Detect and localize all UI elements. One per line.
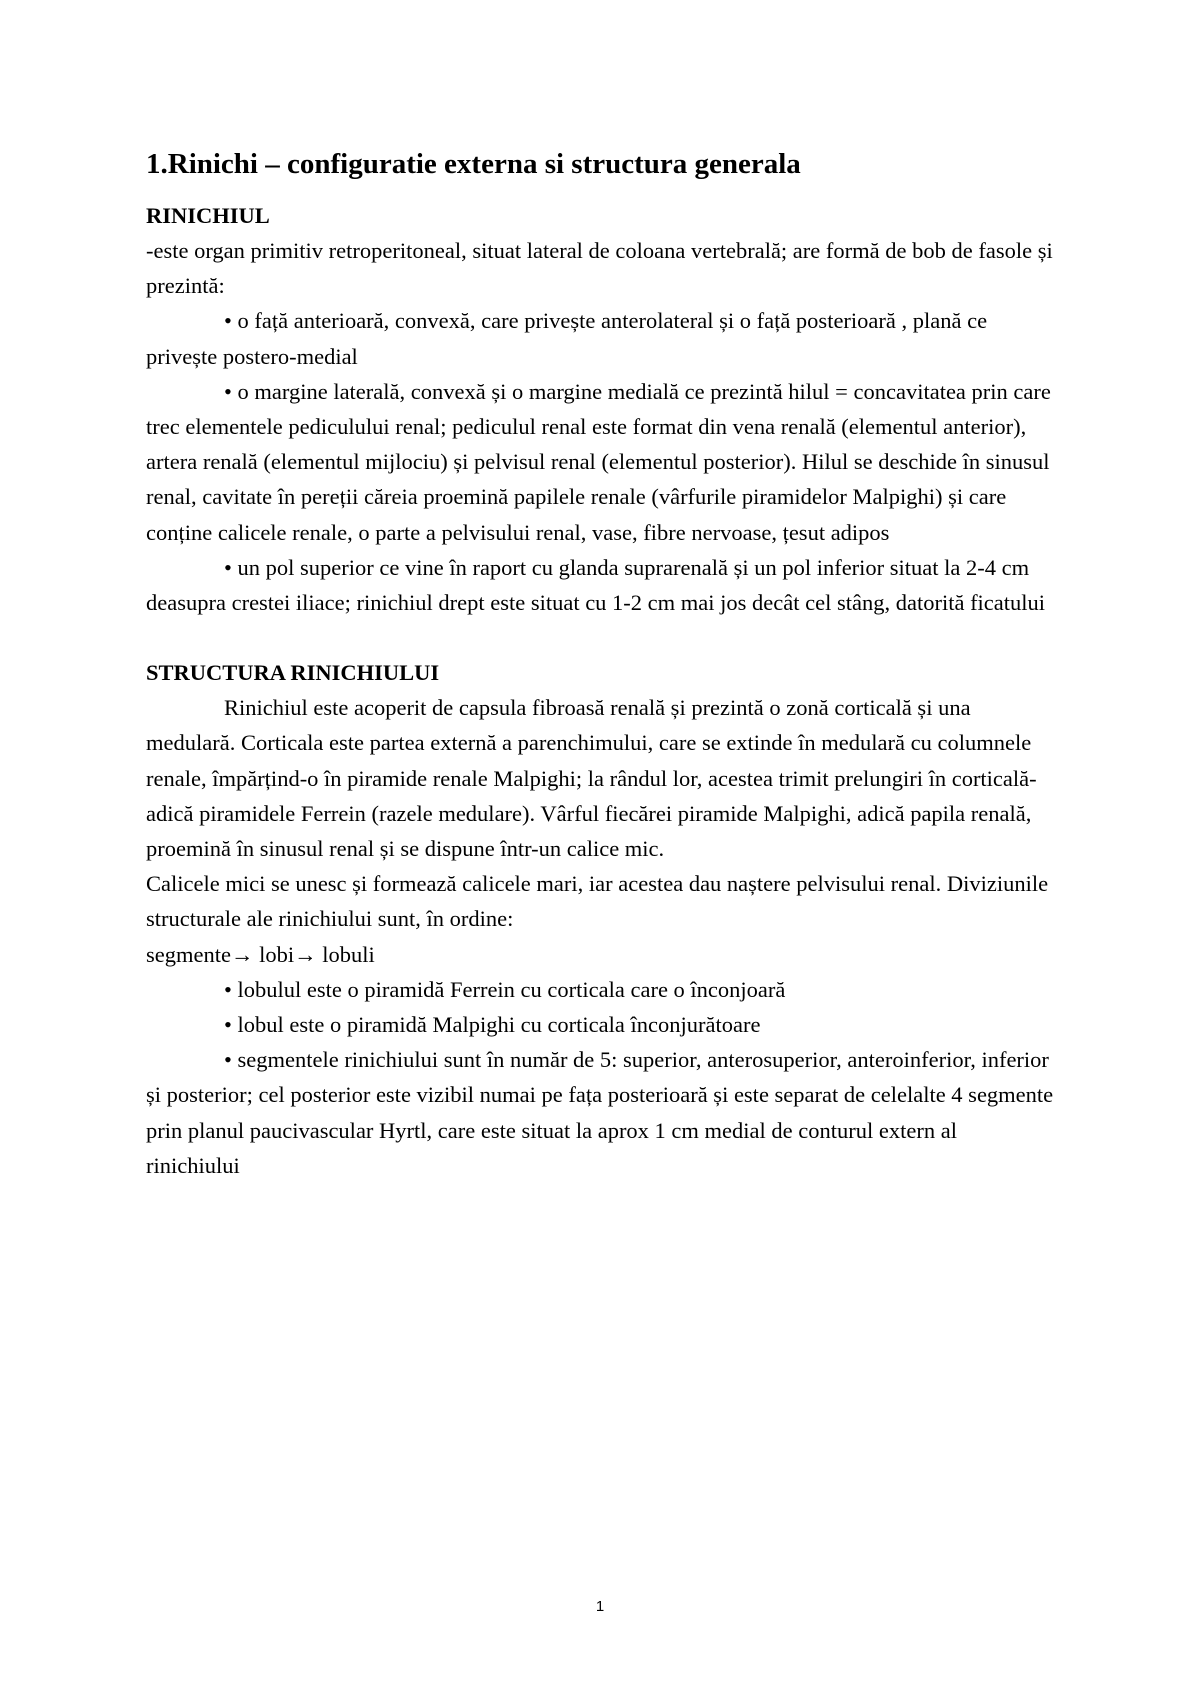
document-title: 1.Rinichi – configuratie externa si structura generala	[146, 148, 801, 180]
section-heading-rinichiul: RINICHIUL	[146, 203, 270, 228]
section-spacer	[146, 620, 1056, 655]
bullet-lobul: • lobulul este o piramidă Ferrein cu corticala care o înconjoară	[224, 976, 786, 1002]
paragraph-calice: Calicele mici se unesc și formează calicele mari, iar acestea dau naștere pelvisului renal. Diviziunile structurale ale rinichiului sunt, în ordine:	[146, 871, 1049, 932]
page-number: 1	[595, 1598, 605, 1615]
bullet-poli: • un pol superior ce vine în raport cu glanda suprarenală și un pol inferior situat la 2-4 cm deasupra crestei iliace; rinichiul drept este situat cu 1-2 cm mai jos decât cel stâng, datorită ficatului	[146, 554, 1046, 616]
bullet-segmente: • segmentele rinichiului sunt în număr de 5: superior, anterosuperior, anteroinferior, inferior și posterior; cel posterior este vizibil numai pe fața posterioară și este separat de celelalte 4 segmente prin planul paucivascular Hyrtl, care este situat la aprox 1 cm medial de conturul extern al rinichiului	[146, 1047, 1054, 1178]
paragraph-diviziuni: segmente→ lobi→ lobuli	[146, 941, 375, 967]
paragraph-intro: -este organ primitiv retroperitoneal, situat lateral de coloana vertebrală; are formă de bob de fasole și prezintă:	[146, 238, 1053, 299]
bullet-lob: • lobul este o piramidă Malpighi cu corticala înconjurătoare	[224, 1012, 761, 1038]
bullet-margini: • o margine laterală, convexă și o margine medială ce prezintă hilul = concavitatea prin care trec elementele pediculului renal; pediculul renal este format din vena renală (elementul anterior), artera renală (elementul mijlociu) și pelvisul renal (elementul posterior). Hilul se deschide în sinusul renal, cavitate în pereții căreia proemină papilele renale (vârfurile piramidelor Malpighi) și care conține calicele renale, o parte a pelvisului renal, vase, fibre nervoase, țesut adipos	[146, 378, 1051, 545]
bullet-fete: • o față anterioară, convexă, care privește anterolateral și o față posterioară , plană ce privește postero-medial	[146, 308, 988, 369]
page-content	[146, 146, 1056, 1183]
paragraph-structura: Rinichiul este acoperit de capsula fibroasă renală și prezintă o zonă corticală și una medulară. Corticala este partea externă a parenchimului, care se extinde în medulară cu columnele renale, împărțind-o în piramide renale Malpighi; la rândul lor, acestea trimit prelungiri în corticală-adică piramidele Ferrein (razele medulare). Vârful fiecărei piramide Malpighi, adică papila renală, proemină în sinusul renal și se dispune într-un calice mic.	[146, 695, 1037, 862]
section-heading-structura: STRUCTURA RINICHIULUI	[146, 660, 440, 686]
